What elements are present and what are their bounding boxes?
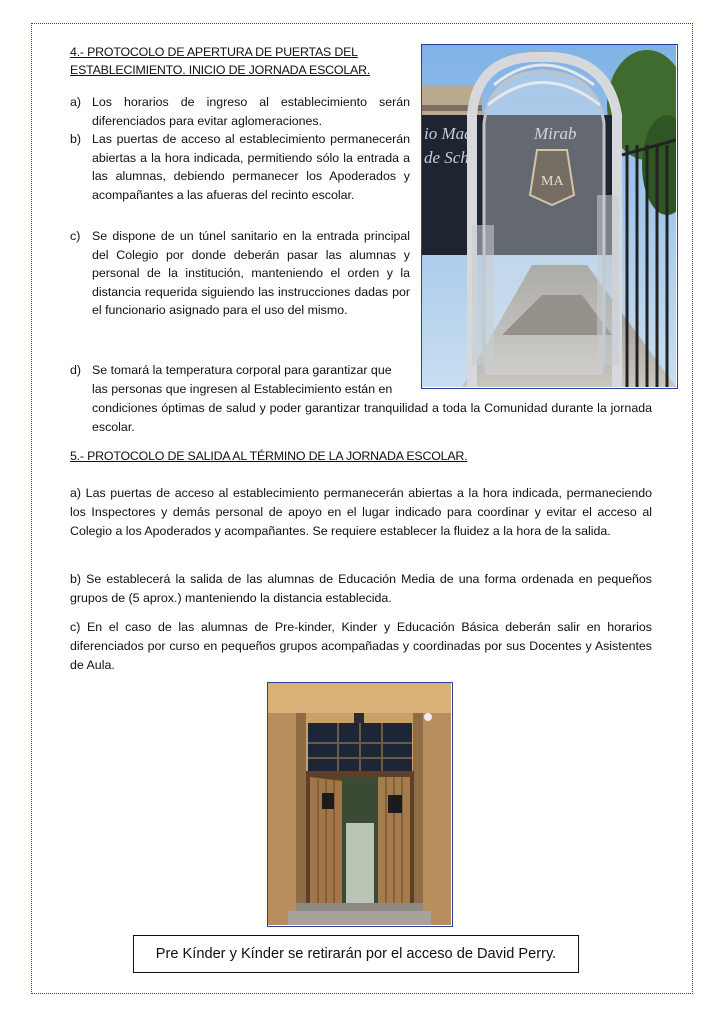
exit-paragraph-c: c) En el caso de las alumnas de Pre-kinder, Kinder y Educación Básica deberán salir en horarios diferenciados por curso en pequeños grupos acompañadas y coordinadas por sus Docentes y Asistentes de Aula. — [70, 620, 652, 672]
sign-text-2: de Sch — [424, 148, 469, 167]
caption-text: Pre Kínder y Kínder se retirarán por el acceso de David Perry. — [155, 946, 557, 962]
list-marker: a) — [70, 95, 82, 109]
list-marker: d) — [70, 363, 82, 377]
list-marker: b) — [70, 132, 82, 146]
caption-box — [133, 935, 579, 973]
section5-heading: 5.- PROTOCOLO DE SALIDA AL TÉRMINO DE LA JORNADA ESCOLAR. — [70, 449, 468, 463]
list-text: Se dispone de un túnel sanitario en la entrada principal del Colegio por donde deberán pasar las alumnas y personal de la institución, manteniendo el orden y la distancia requerida siguiendo las instrucciones dadas por el funcionario asignado para el uso del mismo. — [92, 229, 410, 318]
sign-text-1: io Mad — [424, 124, 473, 143]
list-item-d-line2: las personas que ingresen al Establecimiento están en — [92, 382, 393, 396]
list-item-d-rest: condiciones óptimas de salud y poder garantizar tranquilidad a toda la Comunidad durante la jornada escolar. — [92, 401, 652, 434]
list-text-line1: Se tomará la temperatura corporal para garantizar que — [92, 363, 392, 377]
exit-paragraph-a: a) Las puertas de acceso al establecimiento permanecerán abiertas a la hora indicada, permaneciendo los Inspectores y demás personal de apoyo en el lugar indicado para coordinar y evitar el acceso al Colegio a los Apoderados y acompañantes. Se requiere establecer la fluidez a la hora de la salida. — [70, 486, 652, 538]
sanitary-tunnel-photo — [421, 44, 678, 389]
section4-heading-line1: 4.- PROTOCOLO DE APERTURA DE PUERTAS DEL — [70, 45, 358, 59]
section4-heading-line2: ESTABLECIMIENTO. INICIO DE JORNADA ESCOLAR. — [70, 63, 371, 77]
entrance-door-photo — [267, 682, 453, 927]
list-text: Las puertas de acceso al establecimiento permanecerán abiertas a la hora indicada, permitiendo sólo la entrada a las alumnas, debiendo permanecer los Apoderados y acompañantes a las afueras del recinto escolar. — [92, 132, 410, 202]
exit-paragraph-b: b) Se establecerá la salida de las alumnas de Educación Media de una forma ordenada en pequeños grupos de (5 aprox.) manteniendo la distancia establecida. — [70, 572, 652, 605]
list-text: Los horarios de ingreso al establecimiento serán diferenciados para evitar aglomeraciones. — [92, 95, 410, 128]
list-marker: c) — [70, 229, 81, 243]
